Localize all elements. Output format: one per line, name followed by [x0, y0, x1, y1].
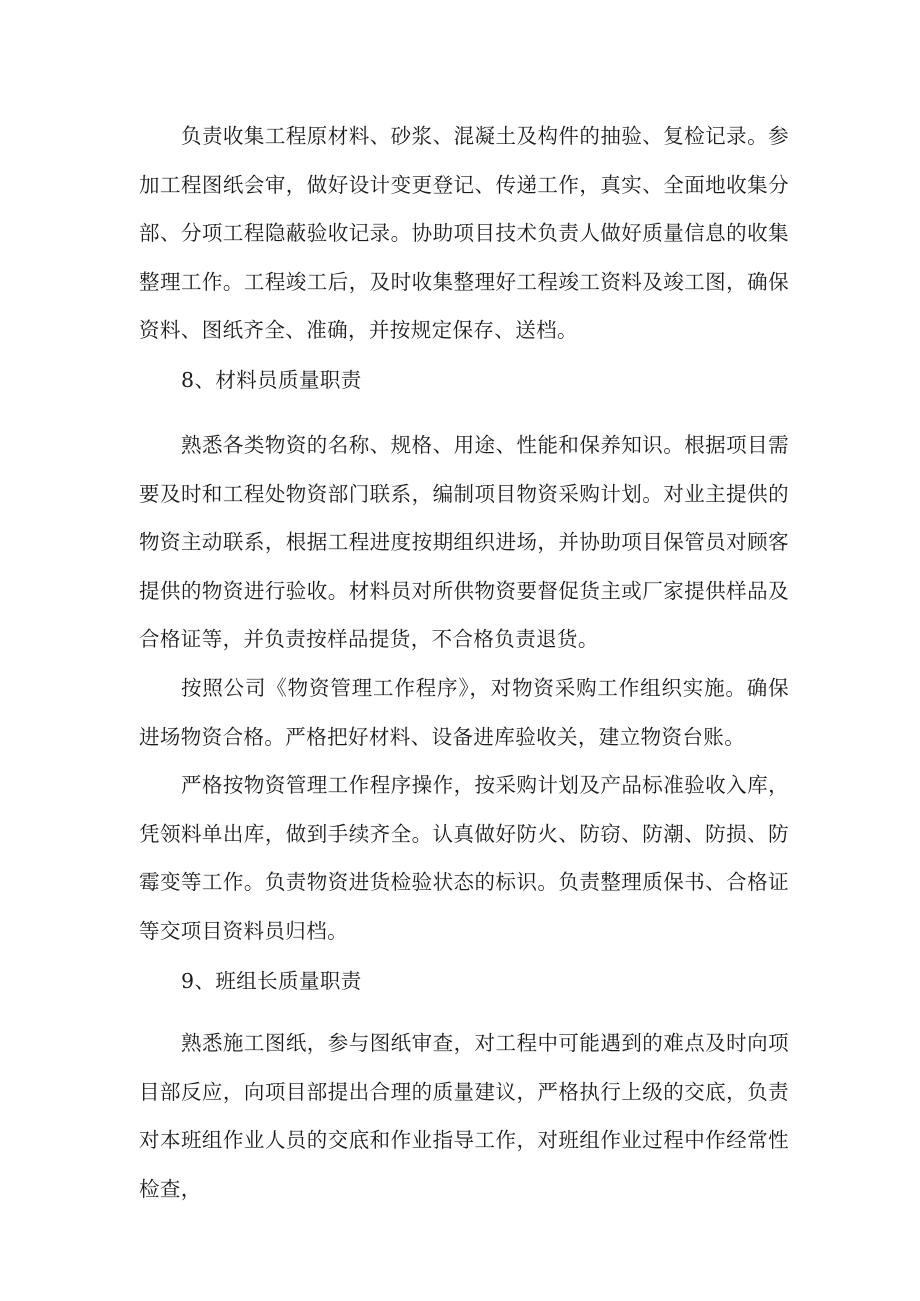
paragraph-material-clerk-duties: 熟悉各类物资的名称、规格、用途、性能和保养知识。根据项目需要及时和工程处物资部门联系，编制项目物资采购计划。对业主提供的物资主动联系，根据工程进度按期组织进场，并协助项目保管员对顾客提供的物资进行验收。材料员对所供物资要督促货主或厂家提供样品及合格证等，并负责按样品提货，不合格负责退货。: [139, 433, 789, 651]
paragraph-warehouse-operations: 严格按物资管理工作程序操作，按采购计划及产品标准验收入库，凭领料单出库，做到手续齐全。认真做好防火、防窃、防潮、防损、防霉变等工作。负责物资进货检验状态的标识。负责整理质保书、合格证等交项目资料员归档。: [139, 773, 789, 943]
paragraph-team-leader-duties: 熟悉施工图纸，参与图纸审查，对工程中可能遇到的难点及时向项目部反应，向项目部提出合理的质量建议，严格执行上级的交底，负责对本班组作业人员的交底和作业指导工作，对班组作业过程中作经常性检查，: [139, 1031, 789, 1201]
paragraph-procurement-procedure: 按照公司《物资管理工作程序》，对物资采购工作组织实施。确保进场物资合格。严格把好材料、设备进库验收关，建立物资台账。: [139, 676, 789, 749]
section-heading-material-clerk: 8、材料员质量职责: [181, 368, 362, 392]
section-heading-team-leader: 9、班组长质量职责: [181, 969, 362, 993]
paragraph-data-clerk-duties: 负责收集工程原材料、砂浆、混凝土及构件的抽验、复检记录。参加工程图纸会审，做好设计变更登记、传递工作，真实、全面地收集分部、分项工程隐蔽验收记录。协助项目技术负责人做好质量信息的收集整理工作。工程竣工后，及时收集整理好工程竣工资料及竣工图，确保资料、图纸齐全、准确，并按规定保存、送档。: [139, 124, 789, 342]
